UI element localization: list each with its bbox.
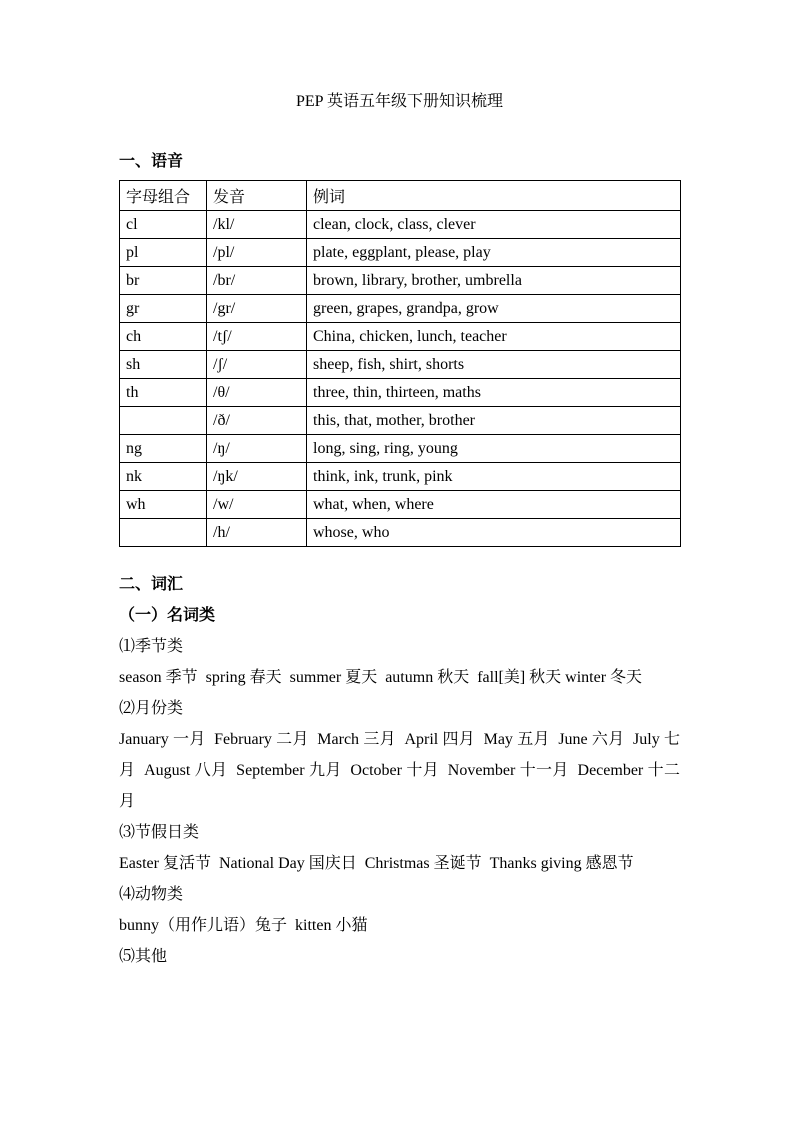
examples-cell: whose, who (307, 519, 681, 547)
header-letter-group: 字母组合 (120, 181, 207, 211)
phonics-row (120, 407, 681, 435)
vocab-group-content: January 一月 February 二月 March 三月 April 四月 May 五月 June 六月 July 七月 August 八月 September 九月 October 十月 November 十一月 December 十二月 (119, 731, 680, 810)
sound-cell: /tʃ/ (207, 323, 307, 351)
vocab-group-label: ⑵月份类 (119, 700, 184, 717)
examples-cell: three, thin, thirteen, maths (307, 379, 681, 407)
sound-cell: /ð/ (207, 407, 307, 435)
section-phonics-heading: 一、语音 (119, 153, 184, 170)
examples-cell: plate, eggplant, please, play (307, 239, 681, 267)
vocab-group-label: ⑷动物类 (119, 886, 184, 903)
phonics-row (120, 239, 681, 267)
letter-group-cell: cl (120, 211, 207, 239)
examples-cell: long, sing, ring, young (307, 435, 681, 463)
examples-cell: clean, clock, class, clever (307, 211, 681, 239)
letter-group-cell: th (120, 379, 207, 407)
letter-group-cell: nk (120, 463, 207, 491)
sound-cell: /θ/ (207, 379, 307, 407)
sound-cell: /ŋ/ (207, 435, 307, 463)
sound-cell: /w/ (207, 491, 307, 519)
phonics-row (120, 267, 681, 295)
sound-cell: /pl/ (207, 239, 307, 267)
document-title: PEP 英语五年级下册知识梳理 (296, 93, 503, 110)
letter-group-cell: wh (120, 491, 207, 519)
vocab-group-content: bunny（用作儿语）兔子 kitten 小猫 (119, 917, 368, 934)
examples-cell: sheep, fish, shirt, shorts (307, 351, 681, 379)
examples-cell: this, that, mother, brother (307, 407, 681, 435)
sound-cell: /gr/ (207, 295, 307, 323)
letter-group-cell: br (120, 267, 207, 295)
vocab-groups (119, 631, 680, 972)
sound-cell: /kl/ (207, 211, 307, 239)
examples-cell: brown, library, brother, umbrella (307, 267, 681, 295)
phonics-row (120, 295, 681, 323)
noun-category-subheading: （一）名词类 (119, 607, 216, 624)
phonics-row (120, 435, 681, 463)
sound-cell: /br/ (207, 267, 307, 295)
vocab-group-label: ⑶节假日类 (119, 824, 200, 841)
vocab-group-content: Easter 复活节 National Day 国庆日 Christmas 圣诞节 Thanks giving 感恩节 (119, 855, 634, 872)
examples-cell: green, grapes, grandpa, grow (307, 295, 681, 323)
phonics-row (120, 519, 681, 547)
examples-cell: what, when, where (307, 491, 681, 519)
vocab-group-label: ⑸其他 (119, 948, 168, 965)
header-examples: 例词 (307, 181, 681, 211)
examples-cell: think, ink, trunk, pink (307, 463, 681, 491)
sound-cell: /h/ (207, 519, 307, 547)
vocabulary-section (119, 569, 680, 972)
letter-group-cell: ng (120, 435, 207, 463)
letter-group-cell: ch (120, 323, 207, 351)
letter-group-cell: gr (120, 295, 207, 323)
phonics-header-row (120, 181, 681, 211)
examples-cell: China, chicken, lunch, teacher (307, 323, 681, 351)
letter-group-cell: pl (120, 239, 207, 267)
vocab-group-content: season 季节 spring 春天 summer 夏天 autumn 秋天 fall[美] 秋天 winter 冬天 (119, 669, 643, 686)
header-pronunciation: 发音 (207, 181, 307, 211)
section-vocabulary-heading: 二、词汇 (119, 576, 184, 593)
phonics-row (120, 351, 681, 379)
phonics-table-body (120, 211, 681, 547)
letter-group-cell (120, 519, 207, 547)
vocab-group-label: ⑴季节类 (119, 638, 184, 655)
phonics-row (120, 323, 681, 351)
sound-cell: /ŋk/ (207, 463, 307, 491)
phonics-table (119, 180, 681, 547)
letter-group-cell (120, 407, 207, 435)
letter-group-cell: sh (120, 351, 207, 379)
phonics-row (120, 463, 681, 491)
phonics-row (120, 379, 681, 407)
sound-cell: /ʃ/ (207, 351, 307, 379)
phonics-row (120, 491, 681, 519)
phonics-row (120, 211, 681, 239)
